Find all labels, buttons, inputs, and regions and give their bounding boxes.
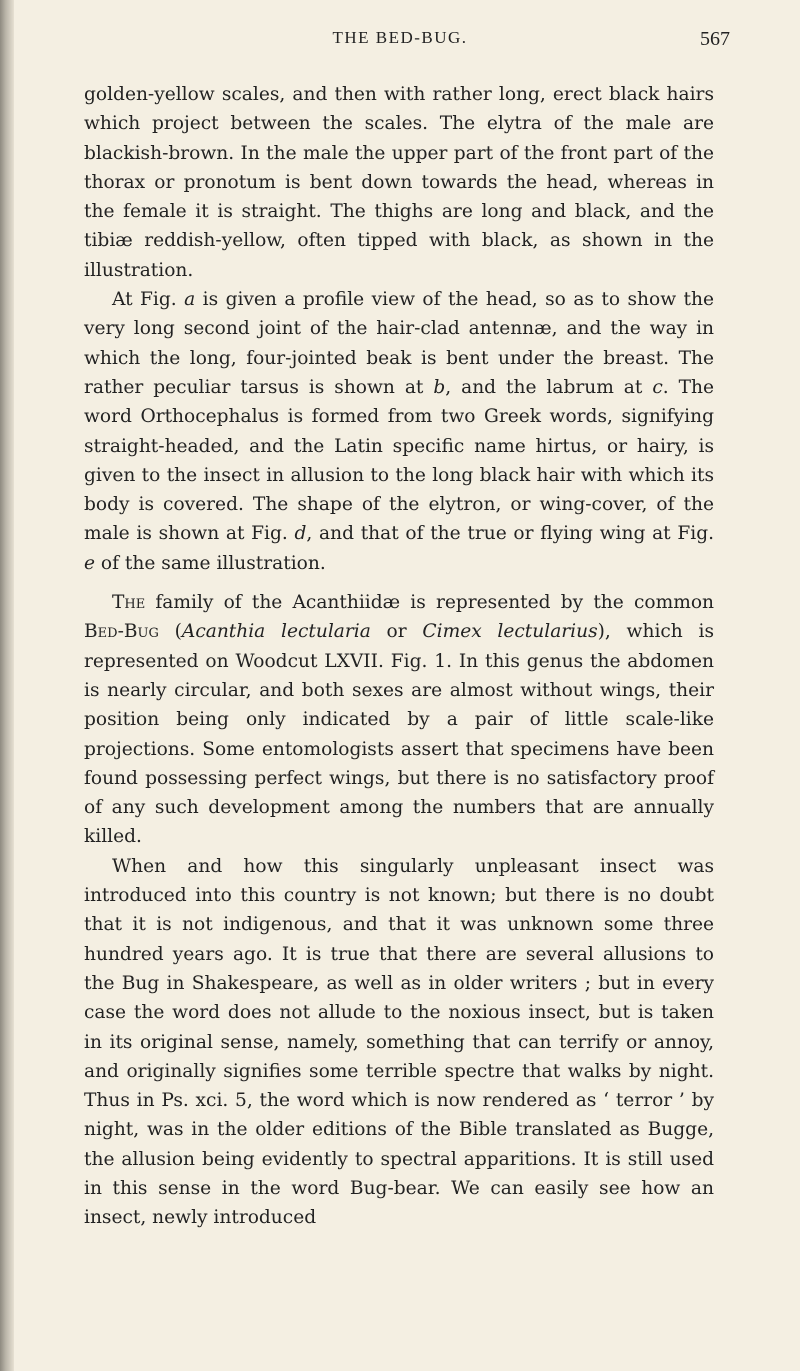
paragraph xyxy=(84,852,714,1233)
paragraph xyxy=(84,588,714,852)
page-number: 567 xyxy=(700,28,730,50)
paragraph xyxy=(84,285,714,578)
italic-text: d xyxy=(294,523,307,545)
text-run: golden-yellow scales, and then with rather long, erect black hairs which project between the scales. The elytra of the male are blackish-brown. In the male the upper part of the front part of the thorax or pronotum is bent down towards the head, whereas in the female it is straight. The thighs are long and black, and the tibiæ reddish-yellow, often tipped with black, as shown in the illustration. xyxy=(84,84,714,281)
italic-text: Acanthia lectularia xyxy=(181,621,371,643)
text-run: , and that of the true or flying wing at Fig. xyxy=(306,523,715,545)
italic-text: c xyxy=(652,376,663,398)
text-run: When and how this singularly unpleasant insect was introduced into this country is not known; but there is no doubt that it is not indigenous, and that it was unknown some three hundred years ago. It is true that there are several allusions to the Bug in Shakespeare, as well as in older writers ; but in every case the word does not allude to the noxious insect, but is taken in its original sense, namely, something that can terrify or annoy, and originally signifies some terrible spectre that walks by night. Thus in Ps. xci. 5, the word which is now rendered as ‘ terror ’ by night, was in the older editions of the Bible translated as Bugge, the allusion being evidently to spectral apparitions. It is still used in this sense in the word Bug-bear. We can easily see how an insect, newly introduced xyxy=(84,855,714,1229)
text-run: family of the Acanthiidæ is represented by the common xyxy=(145,592,714,614)
running-head: THE BED-BUG. xyxy=(332,28,468,47)
text-run: of the same illustration. xyxy=(95,552,326,574)
text-run: is given a profile view of the head, so as to show the very long second joint of the hair-clad antennæ, and the way in which the long, four-jointed beak is bent under the breast. The rather peculiar tarsus is shown at xyxy=(84,289,714,398)
text-run: , and the labrum at xyxy=(445,376,653,398)
small-caps-text: Bed-Bug xyxy=(84,621,159,643)
italic-text: a xyxy=(184,289,196,311)
text-run: ), which is represented on Woodcut LXVII. Fig. 1. In this genus the abdomen is nearly circular, and both sexes are almost without wings, their position being only indicated by a pair of little scale-like projections. Some entomologists assert that specimens have been found possessing perfect wings, but there is no satisfactory proof of any such development among the numbers that are annually killed. xyxy=(84,621,715,848)
text-run: or xyxy=(370,621,423,643)
paragraph xyxy=(84,80,714,285)
small-caps-text: The xyxy=(112,592,146,614)
text-run: ( xyxy=(158,621,182,643)
text-run: At Fig. xyxy=(112,289,185,311)
italic-text: e xyxy=(84,552,96,574)
body-text xyxy=(84,80,714,1233)
italic-text: b xyxy=(433,376,446,398)
italic-text: Cimex lectularius xyxy=(422,621,598,643)
text-run: . The word Orthocephalus is formed from two Greek words, signifying straight-headed, and the Latin specific name hirtus, or hairy, is given to the insect in allusion to the long black hair with which its body is covered. The shape of the elytron, or wing-cover, of the male is shown at Fig. xyxy=(84,376,714,545)
page-binding-shadow xyxy=(0,0,14,1371)
page-header xyxy=(0,28,800,64)
